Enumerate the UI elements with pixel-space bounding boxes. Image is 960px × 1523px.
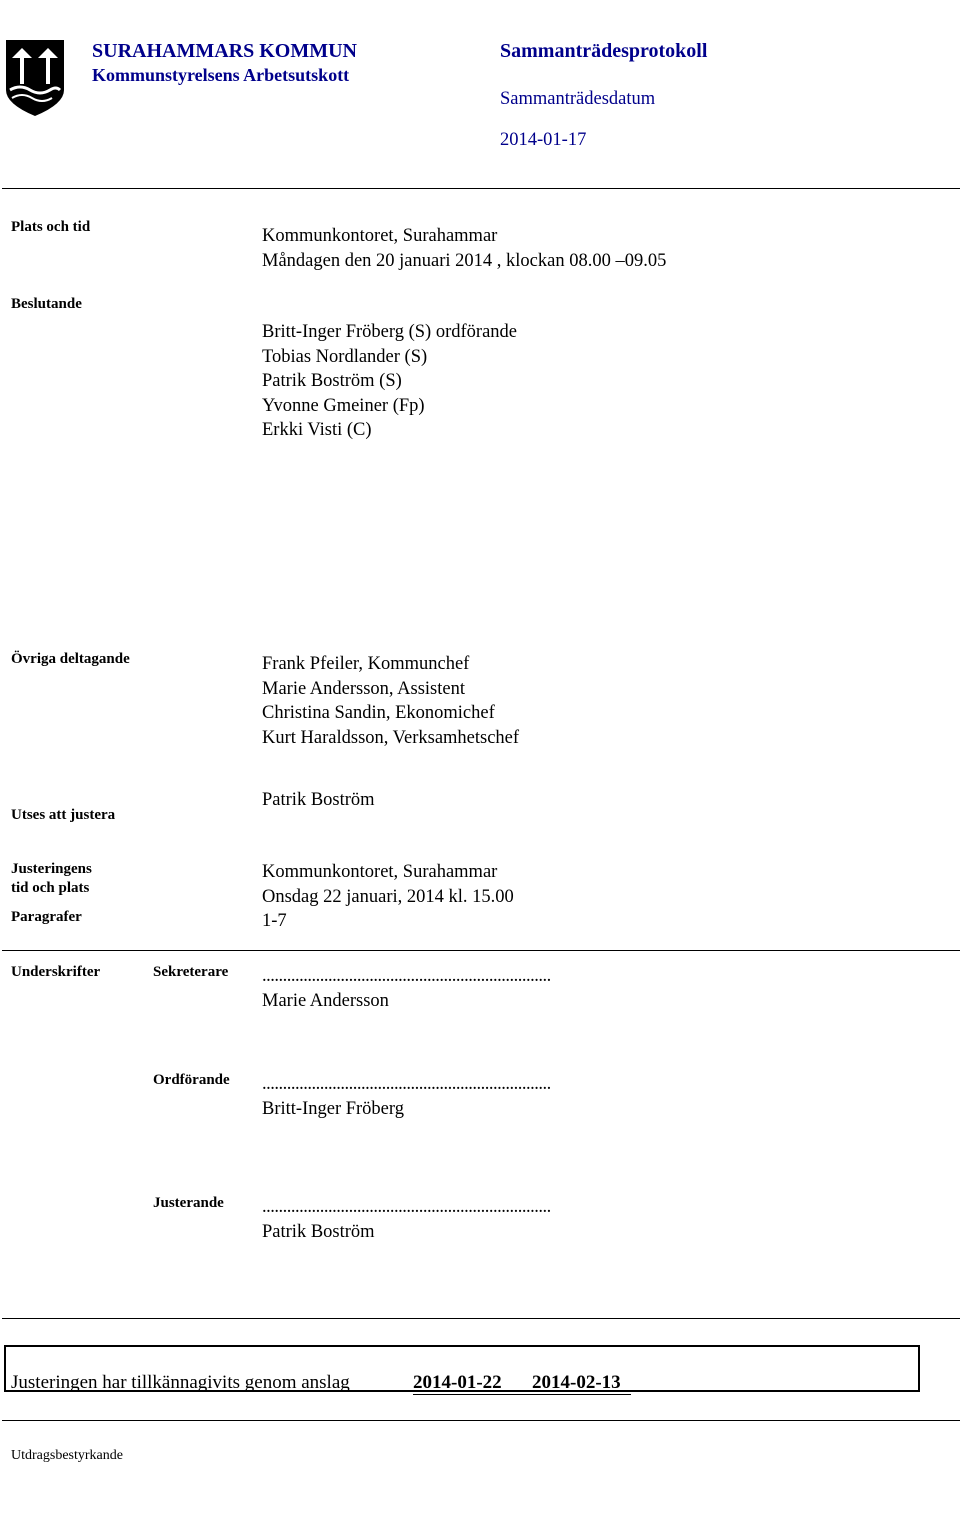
meeting-date: 2014-01-17 <box>500 130 587 150</box>
list-item: Yvonne Gmeiner (Fp) <box>262 395 425 416</box>
secretary-name: Marie Andersson <box>262 991 389 1011</box>
list-item: Tobias Nordlander (S) <box>262 346 428 367</box>
meeting-date-label: Sammanträdesdatum <box>500 89 656 109</box>
certification-label: Utdragsbestyrkande <box>11 1448 123 1463</box>
list-item: Kurt Haraldsson, Verksamhetschef <box>262 727 520 748</box>
list-item: Christina Sandin, Ekonomichef <box>262 703 495 723</box>
deciding-list <box>262 320 517 443</box>
notice-text: Justeringen har tillkännagivits genom anslag <box>11 1372 350 1393</box>
others-label: Övriga deltagande <box>11 651 130 667</box>
secretary-role: Sekreterare <box>153 964 229 980</box>
list-item: Britt-Inger Fröberg (S) ordförande <box>262 322 517 342</box>
list-item: Erkki Visti (C) <box>262 420 372 440</box>
municipality-name: SURAHAMMARS KOMMUN <box>92 40 357 62</box>
committee-name: Kommunstyrelsens Arbetsutskott <box>92 65 350 85</box>
list-item: Patrik Boström (S) <box>262 371 402 391</box>
footer-divider <box>2 1420 960 1421</box>
signatures-label: Underskrifter <box>11 964 101 980</box>
header-divider <box>2 188 960 189</box>
place-time-label: Plats och tid <box>11 219 91 235</box>
place-time-value <box>262 224 666 273</box>
adjuster-label: Utses att justera <box>11 807 116 823</box>
list-item: Frank Pfeiler, Kommunchef <box>262 654 470 674</box>
notice-date-from: 2014-01-22 <box>413 1372 502 1393</box>
adjuster-signature-name: Patrik Boström <box>262 1222 375 1242</box>
notice-divider <box>2 1318 960 1319</box>
adjustment-value <box>262 860 514 909</box>
deciding-label: Beslutande <box>11 296 82 312</box>
coat-of-arms-icon <box>4 38 66 118</box>
adjuster-name: Patrik Boström <box>262 790 375 810</box>
adjustment-place: Kommunkontoret, Surahammar <box>262 862 498 882</box>
paragraphs-label: Paragrafer <box>11 909 82 925</box>
list-item: Marie Andersson, Assistent <box>262 678 465 699</box>
adjuster-signature-line: ...................................................................... <box>262 1197 551 1217</box>
notice-date-to: 2014-02-13 <box>532 1372 621 1393</box>
signatures-divider <box>2 950 960 951</box>
notice-dates-underline <box>413 1394 631 1395</box>
others-list <box>262 652 519 750</box>
document-type: Sammanträdesprotokoll <box>500 40 708 62</box>
adjustment-label-line1: Justeringens <box>11 861 92 877</box>
chair-role: Ordförande <box>153 1072 230 1088</box>
adjustment-label-line2: tid och plats <box>11 880 90 896</box>
place-line: Kommunkontoret, Surahammar <box>262 226 498 246</box>
adjustment-time: Onsdag 22 januari, 2014 kl. 15.00 <box>262 886 514 907</box>
adjuster-role: Justerande <box>153 1195 224 1211</box>
secretary-signature-line: ...................................................................... <box>262 966 551 986</box>
paragraphs-value: 1-7 <box>262 911 287 931</box>
chair-signature-line: ...................................................................... <box>262 1074 551 1094</box>
chair-name: Britt-Inger Fröberg <box>262 1099 404 1119</box>
time-line: Måndagen den 20 januari 2014 , klockan 08.00 –09.05 <box>262 250 667 271</box>
